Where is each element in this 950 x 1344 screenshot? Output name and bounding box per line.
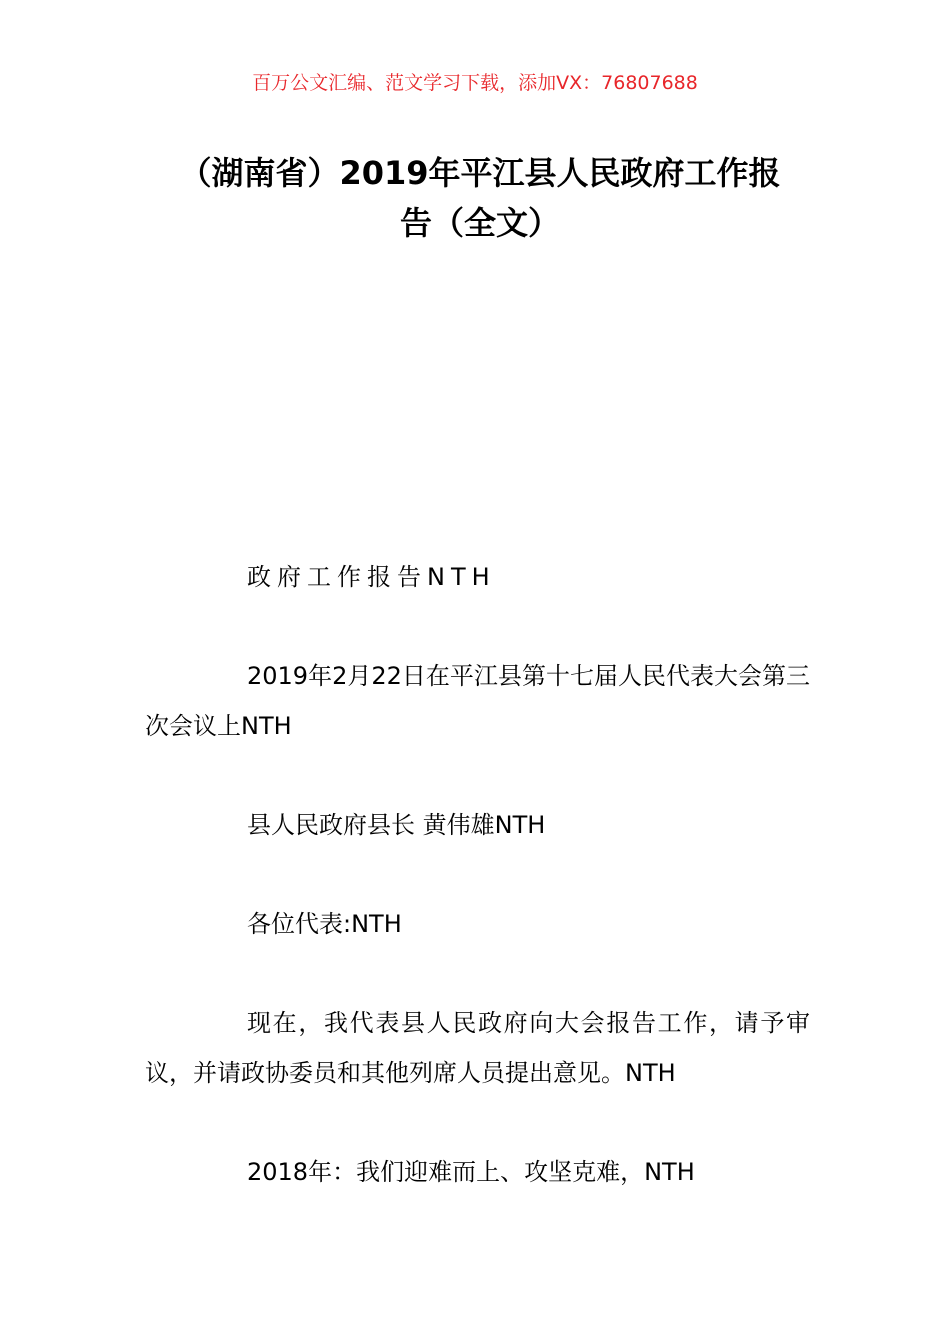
- paragraph-report-heading: 政府工作报告NTH: [247, 563, 496, 591]
- header-note: 百万公文汇编、范文学习下载，添加VX：76807688: [252, 72, 698, 94]
- paragraph-2018-review: 2018年：我们迎难而上、攻坚克难，NTH: [247, 1158, 695, 1186]
- document-title: [150, 148, 810, 248]
- document-title-line-1: （湖南省）2019年平江县人民政府工作报: [179, 154, 781, 192]
- paragraph-salutation: 各位代表:NTH: [247, 910, 402, 938]
- paragraph-speaker: 县人民政府县长 黄伟雄NTH: [247, 811, 546, 839]
- document-title-line-2: 告（全文）: [399, 204, 560, 242]
- paragraph-meeting-date: 2019年2月22日在平江县第十七届人民代表大会第三次会议上NTH: [145, 662, 810, 740]
- document-body: [145, 552, 810, 1246]
- paragraph-intro: 现在，我代表县人民政府向大会报告工作，请予审议，并请政协委员和其他列席人员提出意见。NTH: [145, 1009, 810, 1087]
